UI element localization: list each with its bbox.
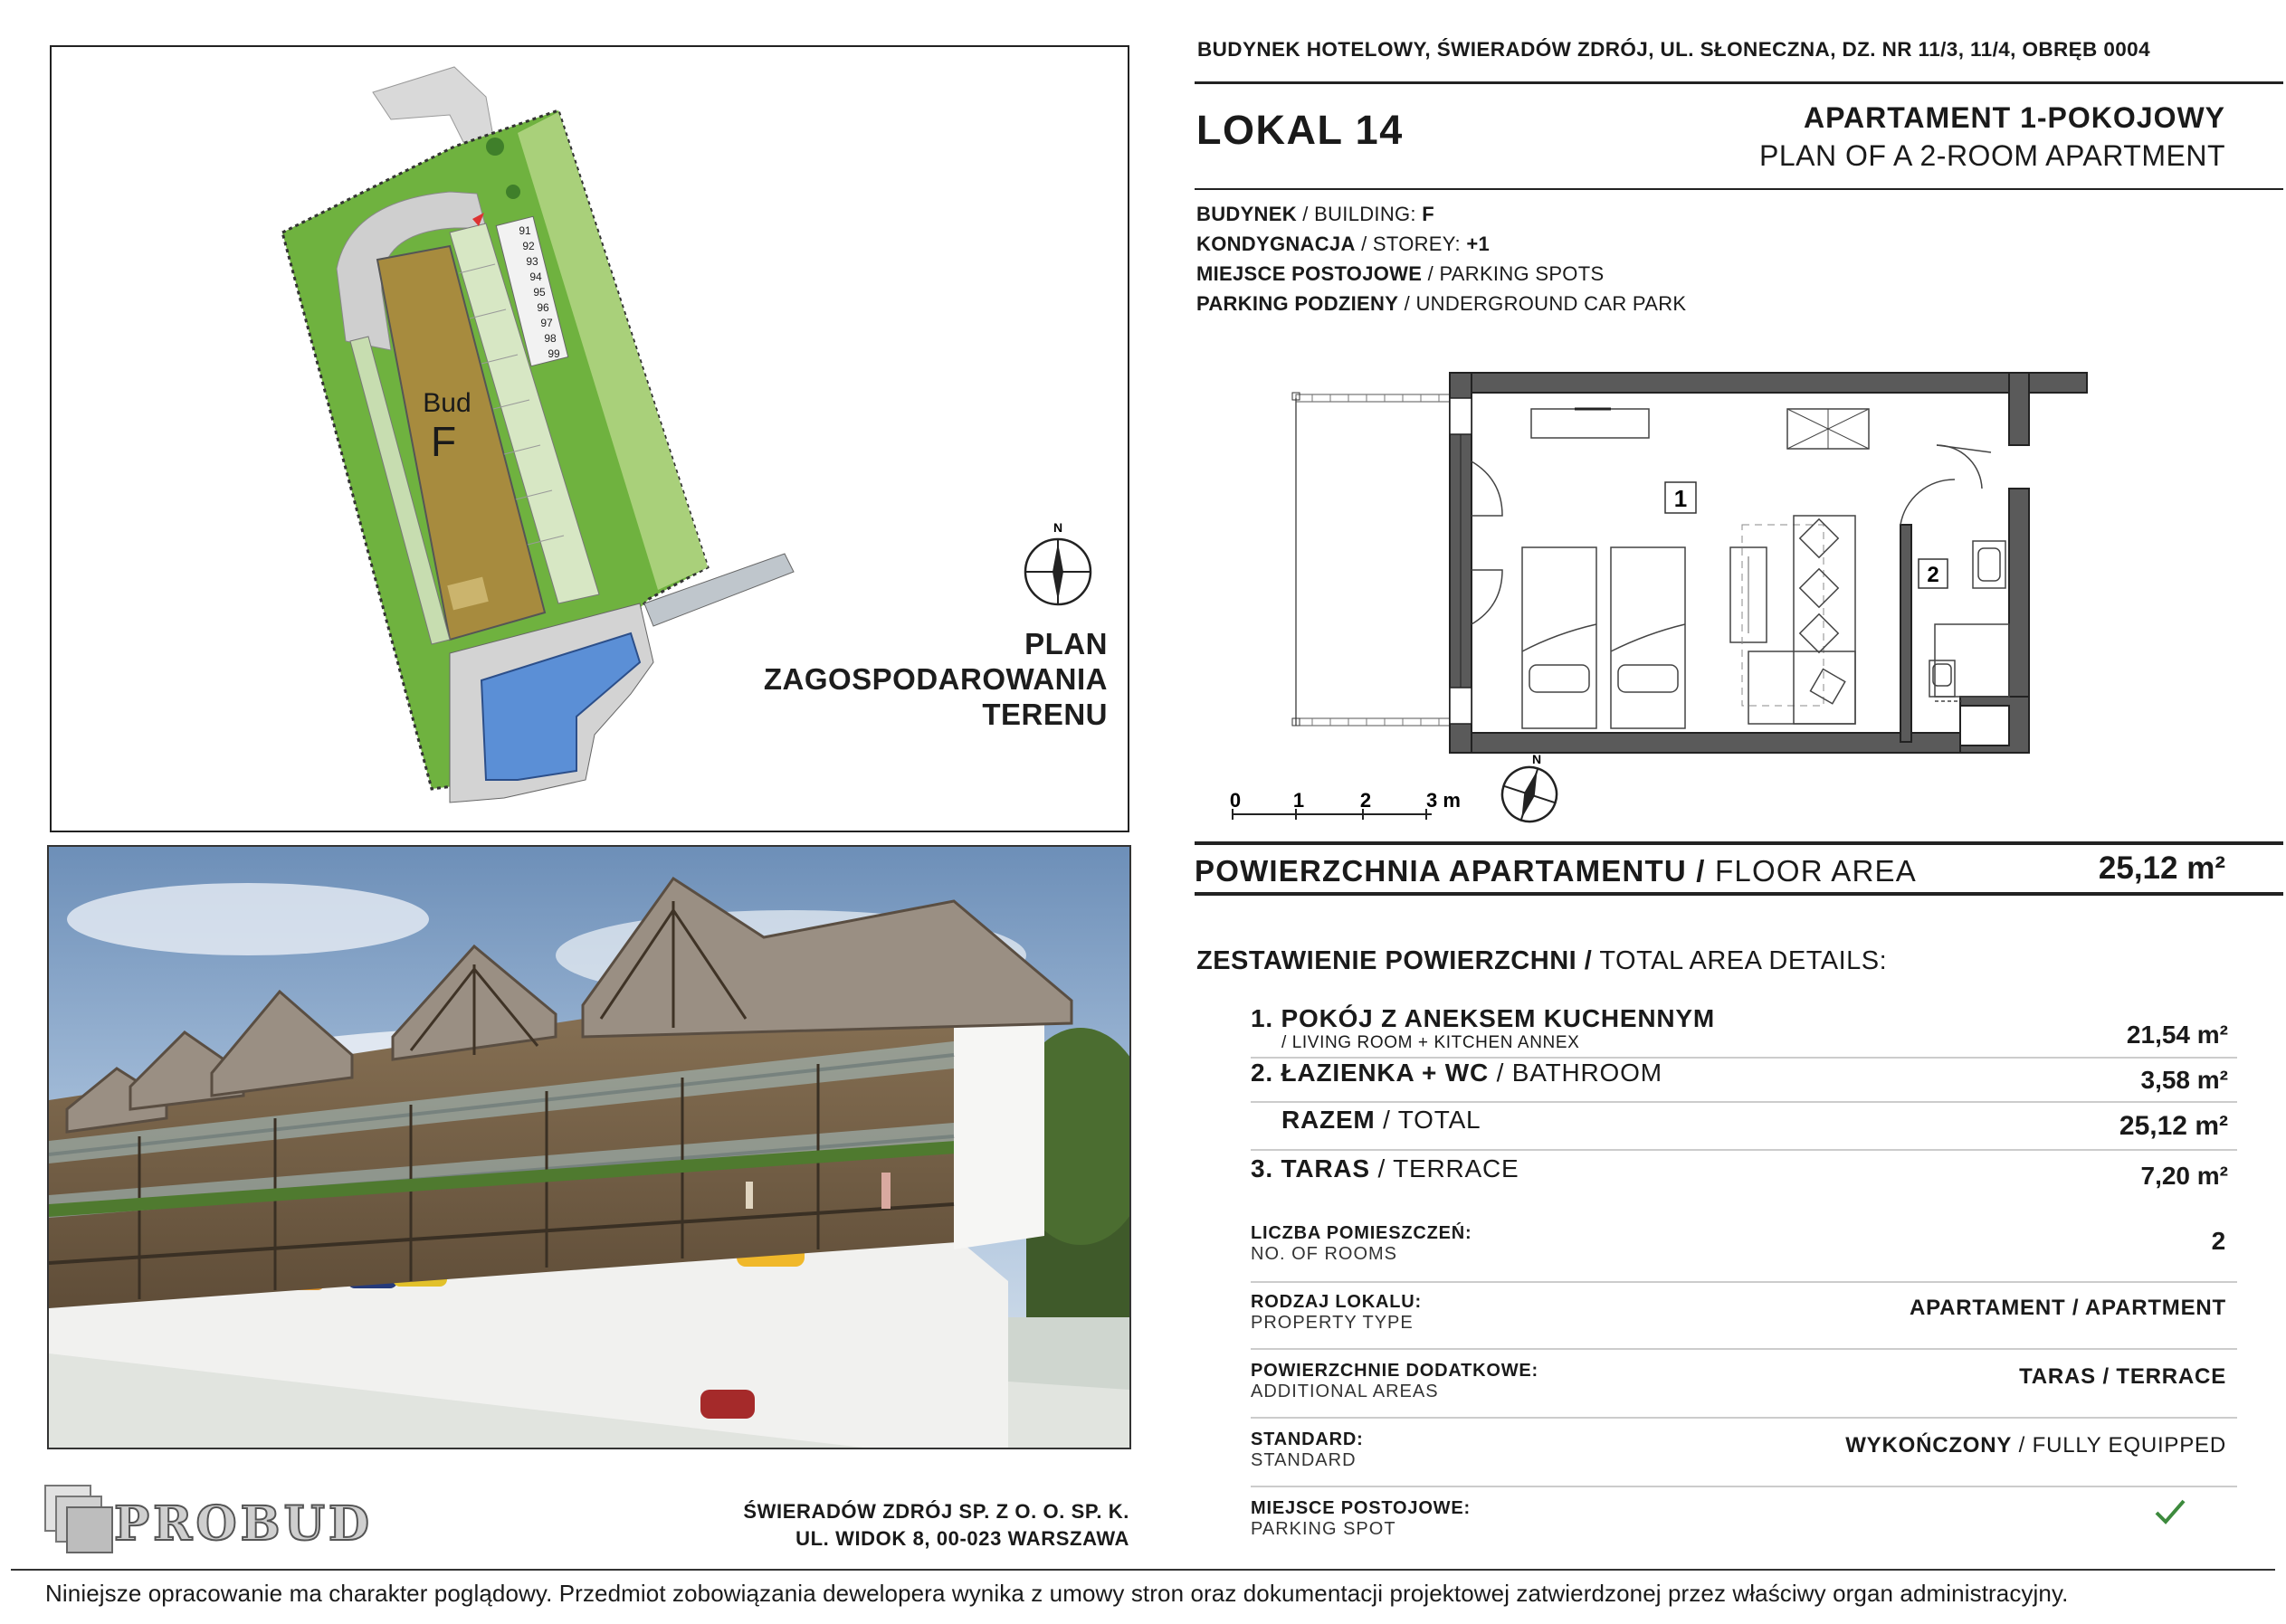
floor-area-value: 25,12 m²	[2098, 850, 2225, 886]
room-value: 25,12 m²	[2119, 1111, 2228, 1141]
company-street: UL. WIDOK 8, 00-023 WARSZAWA	[795, 1527, 1129, 1550]
parking-number: 92	[522, 240, 535, 252]
info-label: POWIERZCHNIE DODATKOWE:	[1251, 1361, 1539, 1381]
parking-number: 97	[540, 317, 553, 329]
room-sub: / LIVING ROOM + KITCHEN ANNEX	[1281, 1033, 1580, 1052]
room-value: 21,54 m²	[2126, 1021, 2228, 1049]
tree-icon	[486, 138, 504, 156]
divider	[1251, 1281, 2237, 1283]
north-label: N	[1053, 520, 1063, 535]
scale-label: 0	[1229, 789, 1242, 812]
meta-label-en: / STOREY:	[1355, 233, 1467, 255]
divider	[1195, 841, 2283, 845]
meta-label-en: / PARKING SPOTS	[1422, 262, 1605, 285]
room-value: 3,58 m²	[2140, 1066, 2228, 1094]
room-name: 3. TARAS	[1251, 1154, 1370, 1182]
info-label: MIEJSCE POSTOJOWE:	[1251, 1498, 1471, 1518]
divider	[1195, 81, 2283, 84]
room-value: 7,20 m²	[2140, 1162, 2228, 1190]
meta-label-en: / BUILDING:	[1296, 203, 1423, 225]
parking-number: 96	[537, 301, 549, 314]
room-name-en: / TERRACE	[1369, 1154, 1519, 1182]
meta-label: BUDYNEK	[1196, 203, 1297, 225]
divider	[1251, 1348, 2237, 1350]
footer-divider	[11, 1569, 2275, 1571]
north-arrow-icon	[1495, 760, 1564, 829]
rendering-image	[49, 847, 1129, 1448]
logo-wordmark: PROBUD	[114, 1496, 374, 1552]
room-row-total	[1251, 1106, 2237, 1151]
building-letter: F	[430, 418, 457, 465]
info-row-parking	[1251, 1498, 2237, 1562]
info-label-en: NO. OF ROOMS	[1251, 1244, 1397, 1264]
info-label-en: PARKING SPOT	[1251, 1519, 1396, 1539]
logo-mark-icon	[43, 1484, 116, 1556]
meta-value: +1	[1466, 233, 1491, 255]
unit-title: LOKAL 14	[1196, 107, 1404, 153]
company-name: ŚWIERADÓW ZDRÓJ SP. Z O. O. SP. K.	[743, 1500, 1129, 1523]
info-value-pl: WYKOŃCZONY	[1845, 1433, 2013, 1458]
terrace	[1292, 393, 1450, 726]
site-plan-title	[764, 626, 1108, 732]
floor-area-label-pl: POWIERZCHNIA APARTAMENTU /	[1195, 854, 1706, 888]
tree-icon	[506, 185, 520, 199]
building-label: Bud	[423, 388, 471, 418]
room-name: RAZEM	[1281, 1106, 1376, 1134]
info-label: LICZBA POMIESZCZEŃ:	[1251, 1223, 1472, 1243]
scale-label: 1	[1292, 789, 1305, 812]
north-arrow-icon	[1025, 539, 1091, 604]
meta-underground	[1196, 292, 1686, 316]
room-name: 1. POKÓJ Z ANEKSEM KUCHENNYM	[1251, 1004, 1715, 1032]
room-name: 2. ŁAZIENKA + WC	[1251, 1059, 1489, 1087]
building-address: BUDYNEK HOTELOWY, ŚWIERADÓW ZDRÓJ, UL. SŁONECZNA, DZ. NR 11/3, 11/4, OBRĘB 0004	[1197, 38, 2151, 61]
room-row-1	[1251, 1004, 2237, 1055]
floor-area-label	[1195, 854, 1917, 888]
meta-value: F	[1422, 203, 1435, 225]
parking-number: 94	[529, 271, 542, 283]
info-row-type	[1251, 1292, 2237, 1355]
footer-disclaimer: Niniejsze opracowanie ma charakter poglądowy. Przedmiot zobowiązania dewelopera wynika z umowy stron oraz dokumentacji projektowej zatwierdzonej przez właściwy organ administracyjny.	[45, 1580, 2069, 1607]
info-value-en: / FULLY EQUIPPED	[2012, 1433, 2226, 1458]
floor-plan-drawing	[1195, 362, 2281, 832]
walls	[1450, 373, 2087, 753]
divider	[1251, 1486, 2237, 1487]
info-label: RODZAJ LOKALU:	[1251, 1292, 1422, 1312]
meta-label: PARKING PODZIENY	[1196, 292, 1399, 315]
divider	[1251, 1417, 2237, 1419]
info-value	[1845, 1433, 2226, 1458]
north-label: N	[1531, 752, 1542, 766]
divider	[1195, 892, 2283, 896]
info-row-additional	[1251, 1361, 2237, 1424]
site-plan-panel	[50, 45, 1129, 832]
floor-area-label-en: FLOOR AREA	[1705, 854, 1917, 888]
room-name-en: / BATHROOM	[1489, 1059, 1662, 1087]
room-row-3	[1251, 1154, 2237, 1200]
room-name-en: / TOTAL	[1375, 1106, 1481, 1134]
info-label: STANDARD:	[1251, 1429, 1364, 1449]
parking-number: 95	[533, 286, 546, 299]
parking-number: 99	[548, 347, 560, 360]
info-value: TARAS / TERRACE	[2019, 1364, 2226, 1389]
meta-label: KONDYGNACJA	[1196, 233, 1356, 255]
info-label-en: STANDARD	[1251, 1450, 1357, 1470]
site-plan-title-line: ZAGOSPODAROWANIA	[763, 662, 1108, 696]
meta-building	[1196, 203, 1434, 226]
scale-label: 3 m	[1426, 789, 1461, 812]
checkmark-icon	[2154, 1498, 2186, 1525]
divider	[1195, 188, 2283, 190]
scale-label: 2	[1359, 789, 1372, 812]
room-label-2: 2	[1927, 563, 1939, 587]
info-row-rooms	[1251, 1223, 2237, 1287]
info-label-en: ADDITIONAL AREAS	[1251, 1382, 1439, 1401]
beds	[1522, 547, 1685, 728]
meta-storey	[1196, 233, 1490, 256]
company-address	[743, 1498, 1129, 1553]
divider	[1251, 1149, 2237, 1151]
apartment-type-en: PLAN OF A 2-ROOM APARTMENT	[1758, 139, 2225, 172]
room-row-2	[1251, 1059, 2237, 1104]
divider	[1251, 1101, 2237, 1103]
parking-number: 93	[526, 255, 538, 268]
site-plan-title-line: TERENU	[982, 698, 1108, 731]
apartment-type-pl: APARTAMENT 1-POKOJOWY	[1803, 101, 2225, 134]
info-value: APARTAMENT / APARTMENT	[1909, 1296, 2226, 1320]
building-rendering	[47, 845, 1131, 1449]
site-plan-title-line: PLAN	[1024, 627, 1108, 660]
meta-label: MIEJSCE POSTOJOWE	[1196, 262, 1423, 285]
parking-number: 91	[519, 224, 531, 237]
details-heading-en: TOTAL AREA DETAILS:	[1592, 946, 1888, 975]
parking-number: 98	[544, 332, 557, 345]
room-label-1: 1	[1673, 485, 1688, 512]
info-value: 2	[2211, 1227, 2226, 1255]
meta-label-en: / UNDERGROUND CAR PARK	[1398, 292, 1687, 315]
scale-bar	[1233, 809, 1432, 820]
info-row-standard	[1251, 1429, 2237, 1493]
details-heading	[1196, 946, 1887, 976]
info-label-en: PROPERTY TYPE	[1251, 1313, 1414, 1333]
details-heading-pl: ZESTAWIENIE POWIERZCHNI /	[1196, 946, 1593, 975]
floor-plan	[1195, 362, 2281, 832]
meta-parking	[1196, 262, 1604, 286]
